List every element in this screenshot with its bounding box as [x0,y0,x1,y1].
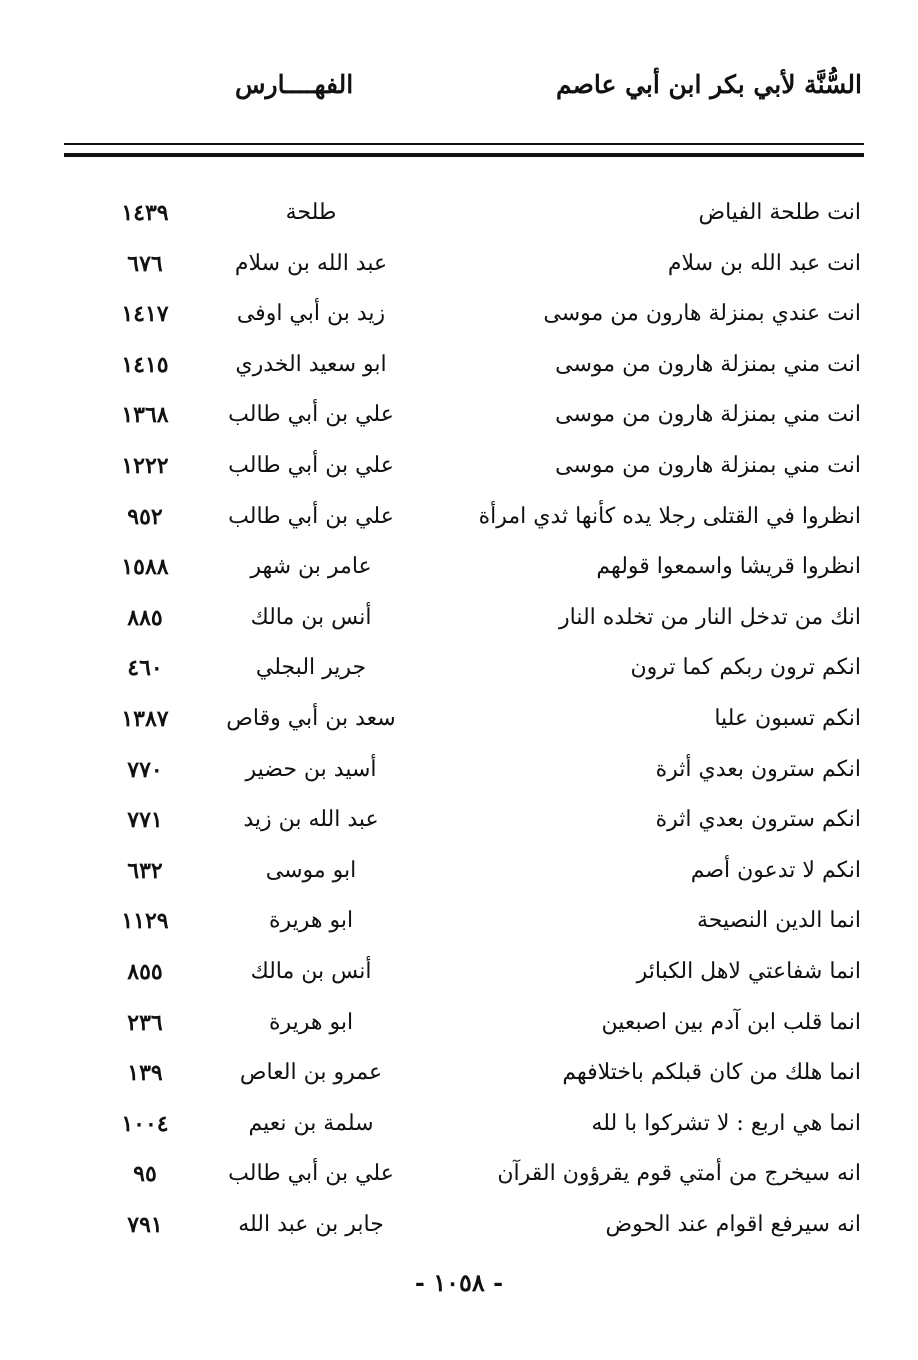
header-rule-thin [64,143,864,145]
index-entry [60,494,866,545]
index-entry [60,595,866,646]
page-header [60,70,866,114]
hadith-text: انت طلحة الفياض [698,200,861,225]
hadith-number: ١٣٨٧ [121,705,169,732]
index-entry [60,1151,866,1202]
hadith-number: ٩٥ [133,1161,157,1188]
hadith-text: انما قلب ابن آدم بين اصبعين [601,1009,861,1035]
hadith-text: انما الدين النصيحة [696,908,861,934]
hadith-number: ١٥٨٨ [121,554,169,581]
index-entry [60,342,866,393]
narrator: علي بن أبي طالب [228,402,394,428]
narrator: أسيد بن حضير [245,756,377,782]
hadith-number: ٤٦٠ [127,655,163,682]
hadith-number: ١٣٦٨ [121,402,169,429]
narrator: ابو هريرة [268,908,354,934]
hadith-number: ١٢٢٢ [121,452,169,479]
hadith-text: انت مني بمنزلة هارون من موسى [555,452,861,478]
hadith-text: انت عندي بمنزلة هارون من موسى [543,301,861,327]
hadith-number: ١٠٠٤ [121,1110,169,1137]
narrator: سلمة بن نعيم [248,1110,374,1136]
index-entry [60,645,866,696]
hadith-text: انكم ترون ربكم كما ترون [630,655,861,681]
hadith-number: ٨٥٥ [127,958,163,985]
hadith-number: ٩٥٢ [127,503,163,530]
narrator: جرير البجلي [255,655,367,681]
hadith-text: انت مني بمنزلة هارون من موسى [555,402,861,428]
hadith-text: انما هي اربع : لا تشركوا با لله [591,1110,861,1136]
narrator: عمرو بن العاص [239,1060,383,1086]
narrator: طلحة [285,200,337,225]
hadith-text: انه سيخرج من أمتي قوم يقرؤون القرآن [497,1161,861,1187]
narrator: زيد بن أبي اوفى [236,301,386,327]
hadith-number: ٨٨٥ [127,604,163,631]
narrator: جابر بن عبد الله [238,1211,384,1237]
hadith-number: ٧٩١ [127,1211,163,1238]
hadith-number: ٧٧٠ [127,756,163,783]
hadith-number: ١٤١٥ [121,351,169,378]
index-list [60,190,866,1252]
index-entry [60,443,866,494]
index-entry [60,949,866,1000]
hadith-text: انكم سترون بعدي أثرة [655,756,861,782]
hadith-text: انكم تسبون عليا [714,705,861,731]
hadith-text: انت مني بمنزلة هارون من موسى [555,351,861,377]
hadith-number: ١٤١٧ [121,301,169,328]
hadith-text: انما شفاعتي لاهل الكبائر [636,958,861,984]
narrator: أنس بن مالك [250,604,372,630]
index-entry [60,392,866,443]
index-entry [60,747,866,798]
hadith-number: ١١٢٩ [121,908,169,935]
hadith-text: انظروا في القتلى رجلا يده كأنها ثدي امرأة [478,503,861,529]
hadith-text: انكم سترون بعدي اثرة [655,807,861,833]
index-entry [60,898,866,949]
narrator: عامر بن شهر [250,554,372,580]
narrator: ابو سعيد الخدري [235,351,387,377]
hadith-text: انكم لا تدعون أصم [690,857,861,883]
hadith-text: انما هلك من كان قبلكم باختلافهم [562,1060,861,1086]
narrator: عبد الله بن سلام [234,250,388,276]
hadith-number: ١٣٩ [127,1060,163,1087]
index-entry [60,1101,866,1152]
index-entry [60,696,866,747]
index-entry [60,190,866,241]
hadith-number: ٢٣٦ [127,1009,163,1036]
index-entry [60,797,866,848]
hadith-number: ٧٧١ [127,807,163,834]
narrator: علي بن أبي طالب [228,452,394,478]
index-entry [60,848,866,899]
index-entry [60,1050,866,1101]
narrator: ابو موسى [265,857,357,883]
hadith-number: ٦٧٦ [127,250,163,277]
hadith-text: انك من تدخل النار من تخلده النار [559,604,861,630]
hadith-number: ١٤٣٩ [121,200,169,226]
page-number: - ١٠٥٨ - [414,1268,504,1297]
index-entry [60,241,866,292]
narrator: علي بن أبي طالب [228,1161,394,1187]
section-title: الفهــــارس [235,70,354,99]
index-entry [60,291,866,342]
narrator: عبد الله بن زيد [243,807,379,833]
book-title: السُّنَّة لأبي بكر ابن أبي عاصم [555,70,862,99]
hadith-text: انت عبد الله بن سلام [667,250,861,276]
index-entry [60,1000,866,1051]
narrator: علي بن أبي طالب [228,503,394,529]
hadith-text: انظروا قريشا واسمعوا قولهم [596,554,861,580]
narrator: سعد بن أبي وقاص [226,705,396,731]
narrator: أنس بن مالك [250,958,372,984]
hadith-number: ٦٣٢ [127,857,163,884]
index-entry [60,544,866,595]
header-rule-thick [64,153,864,157]
hadith-text: انه سيرفع اقوام عند الحوض [605,1211,861,1237]
index-entry [60,1202,866,1253]
narrator: ابو هريرة [268,1009,354,1035]
